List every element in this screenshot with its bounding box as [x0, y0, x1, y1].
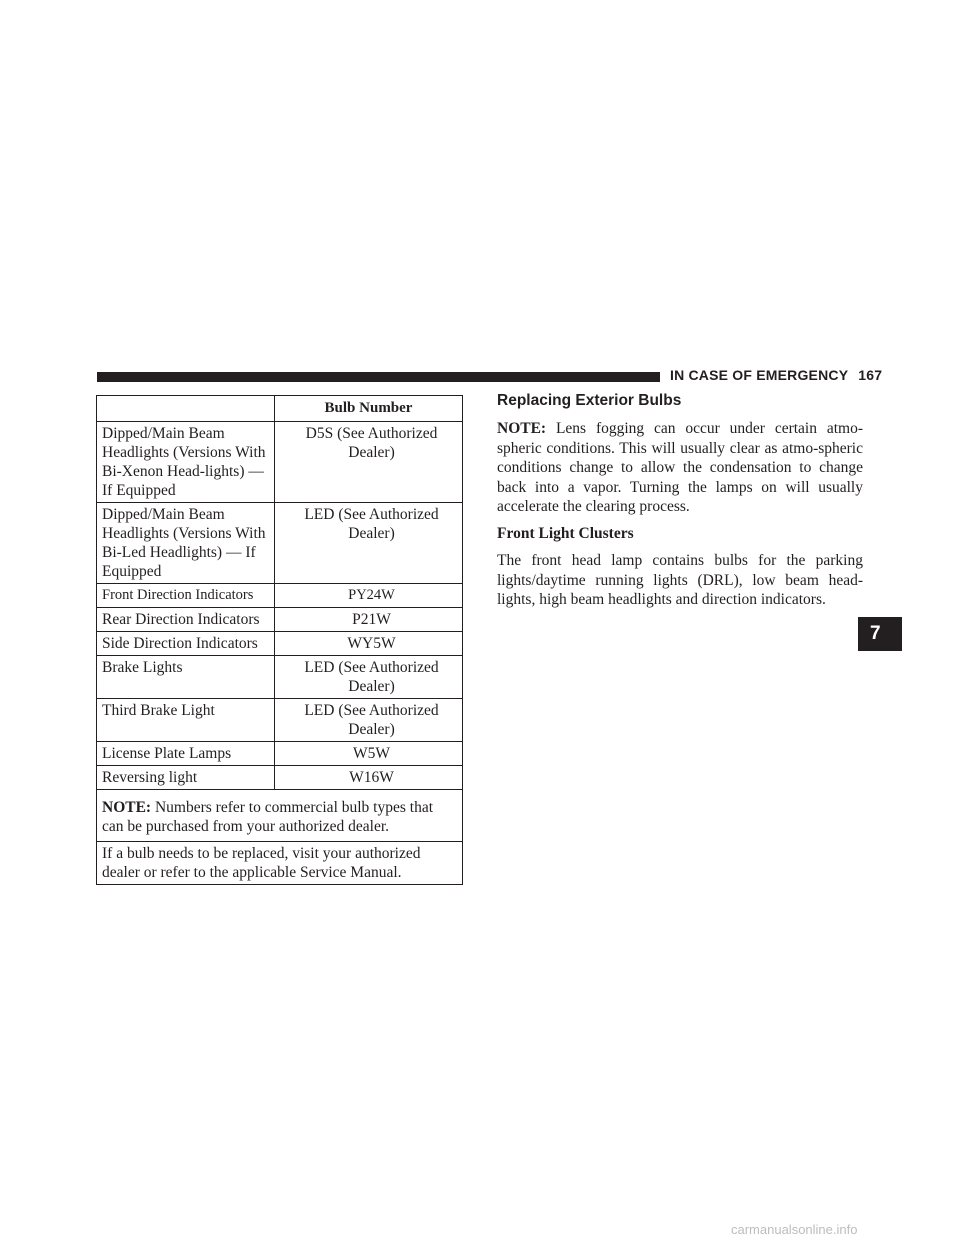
section-note: [497, 419, 863, 517]
bulb-number: W5W: [275, 742, 463, 766]
header-rule: [97, 372, 660, 382]
bulb-number: LED (See Authorized Dealer): [275, 699, 463, 742]
table-note: [97, 790, 463, 842]
note-label: NOTE:: [102, 799, 152, 816]
running-header: [670, 367, 882, 383]
note-text: Lens fogging can occur under certain atmo-spheric conditions. This will usually clear as atmo-spheric conditions change to allow the condensation to change back into a vapor. Turning the lamps on will usually accelerate the clearing process.: [497, 420, 863, 515]
table-row: [97, 503, 463, 584]
bulb-name: Brake Lights: [97, 656, 275, 699]
table-header-row: [97, 396, 463, 422]
bulb-number: LED (See Authorized Dealer): [275, 503, 463, 584]
table-footer: If a bulb needs to be replaced, visit your authorized dealer or refer to the applicable Service Manual.: [97, 842, 463, 885]
table-row: [97, 656, 463, 699]
bulb-name: Side Direction Indicators: [97, 632, 275, 656]
page-number: 167: [858, 367, 883, 383]
bulb-number: P21W: [275, 608, 463, 632]
note-label: NOTE:: [497, 420, 547, 437]
table-note-row: [97, 790, 463, 842]
subsection-title: Front Light Clusters: [497, 525, 634, 542]
table-row: [97, 632, 463, 656]
table-row: [97, 584, 463, 608]
bulb-number: LED (See Authorized Dealer): [275, 656, 463, 699]
bulb-number: W16W: [275, 766, 463, 790]
chapter-tab: 7: [858, 617, 902, 651]
note-text: Numbers refer to commercial bulb types that can be purchased from your authorized dealer.: [102, 799, 434, 835]
bulb-name: Reversing light: [97, 766, 275, 790]
bulb-name: Dipped/Main Beam Headlights (Versions With Bi-Led Headlights) — If Equipped: [97, 503, 275, 584]
column-header-bulb-number: Bulb Number: [275, 396, 463, 422]
bulb-table: [96, 395, 463, 885]
bulb-number: WY5W: [275, 632, 463, 656]
bulb-name: Rear Direction Indicators: [97, 608, 275, 632]
table-row: [97, 608, 463, 632]
table-row: [97, 699, 463, 742]
table-row: [97, 742, 463, 766]
bulb-name: License Plate Lamps: [97, 742, 275, 766]
bulb-name: Dipped/Main Beam Headlights (Versions With Bi-Xenon Head-lights) — If Equipped: [97, 422, 275, 503]
watermark: carmanualsonline.info: [731, 1222, 858, 1237]
section-title: Replacing Exterior Bulbs: [497, 392, 682, 409]
section-label: IN CASE OF EMERGENCY: [670, 367, 849, 383]
bulb-name: Front Direction Indicators: [97, 584, 275, 608]
bulb-number: D5S (See Authorized Dealer): [275, 422, 463, 503]
table-footer-row: [97, 842, 463, 885]
table-row: [97, 766, 463, 790]
subsection-text: The front head lamp contains bulbs for the parking lights/daytime running lights (DRL), low beam head-lights, high beam headlights and direction indicators.: [497, 552, 863, 608]
bulb-name: Third Brake Light: [97, 699, 275, 742]
table-header-empty: [97, 396, 275, 422]
table-row: [97, 422, 463, 503]
bulb-number: PY24W: [275, 584, 463, 608]
